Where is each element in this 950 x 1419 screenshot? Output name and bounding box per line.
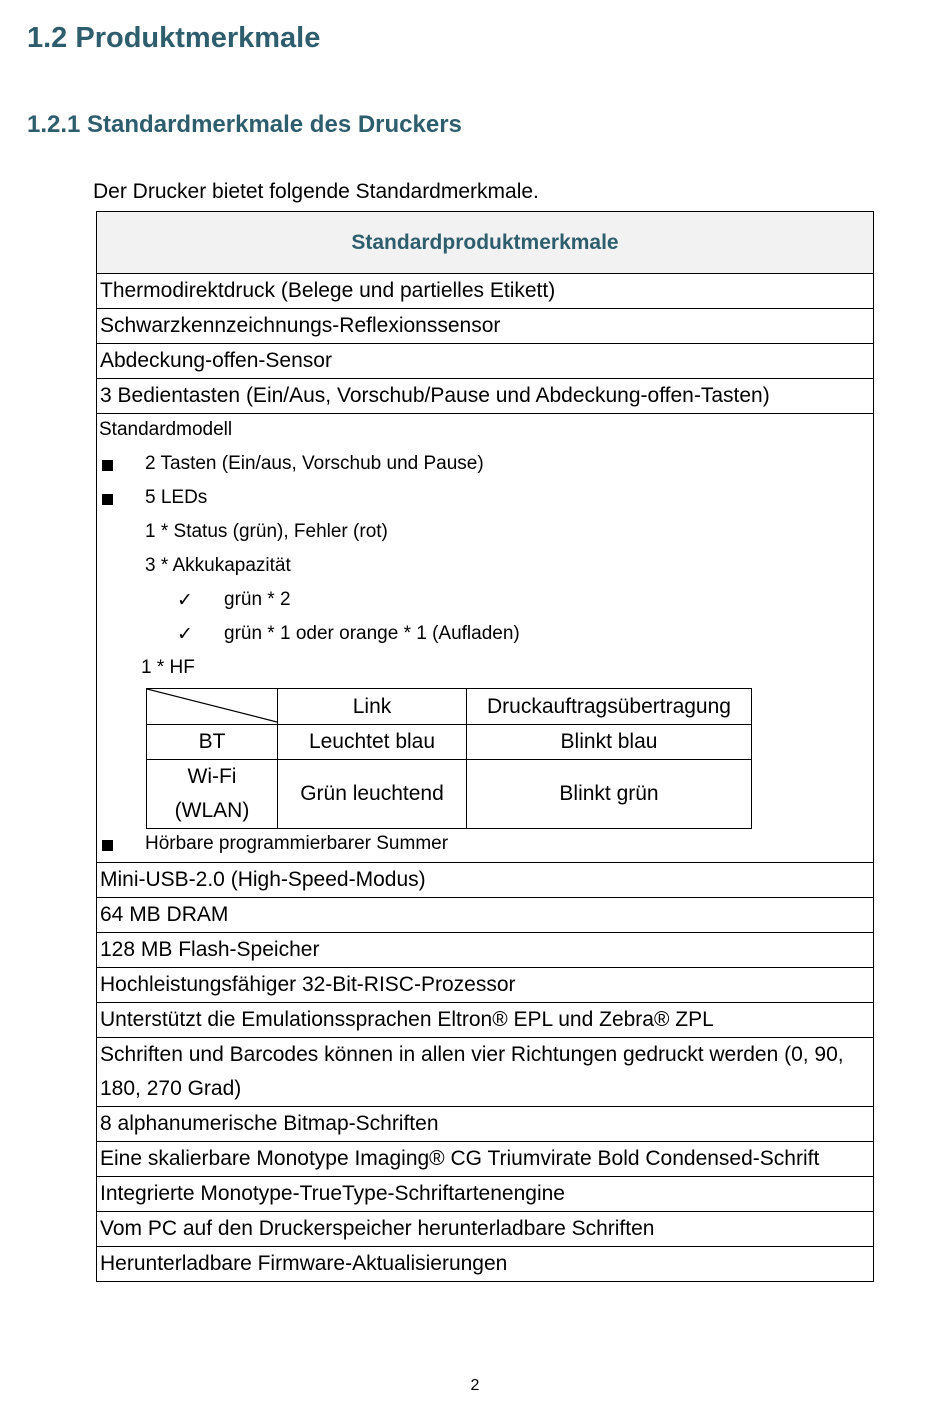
page-number: 2 — [470, 1377, 480, 1394]
row-header-wifi — [147, 760, 278, 829]
table-row: Eine skalierbare Monotype Imaging® CG Triumvirate Bold Condensed-Schrift — [97, 1142, 873, 1177]
led-battery: 3 * Akkukapazität — [145, 555, 291, 576]
table-row: Schriften und Barcodes können in allen vier Richtungen gedruckt werden (0, 90, 180, 270 Grad) — [97, 1038, 873, 1107]
table-row: Unterstützt die Emulationssprachen Eltron® EPL und Zebra® ZPL — [97, 1003, 873, 1038]
led-status: 1 * Status (grün), Fehler (rot) — [145, 521, 388, 542]
table-row: 64 MB DRAM — [97, 898, 873, 933]
hf-title: 1 * HF — [141, 657, 195, 678]
model-title: Standardmodell — [99, 419, 233, 440]
bullet-square-icon — [102, 494, 113, 505]
hf-status-table — [146, 688, 752, 829]
table-row: Thermodirektdruck (Belege und partielles Etikett) — [97, 274, 873, 309]
table-row: Herunterladbare Firmware-Aktualisierungen — [100, 1252, 508, 1275]
intro-text: Der Drucker bietet folgende Standardmerkmale. — [93, 180, 539, 203]
col-header-print: Druckauftragsübertragung — [467, 689, 752, 725]
table-header: Standardproduktmerkmale — [97, 212, 873, 274]
wlan-label: (WLAN) — [174, 799, 250, 822]
table-row: Mini-USB-2.0 (High-Speed-Modus) — [97, 863, 873, 898]
table-row: Schwarzkennzeichnungs-Reflexionssensor — [97, 309, 873, 344]
table-row: Hochleistungsfähiger 32-Bit-RISC-Prozessor — [97, 968, 873, 1003]
standard-model-block — [97, 414, 873, 863]
checkmark-icon: ✓ — [177, 590, 193, 611]
wifi-link-cell: Grün leuchtend — [278, 760, 467, 829]
table-row: Vom PC auf den Druckerspeicher herunterladbare Schriften — [97, 1212, 873, 1247]
check-text: grün * 1 oder orange * 1 (Aufladen) — [224, 623, 520, 644]
bt-print-cell: Blinkt blau — [467, 725, 752, 760]
table-row: 8 alphanumerische Bitmap-Schriften — [97, 1107, 873, 1142]
checkmark-icon: ✓ — [177, 624, 193, 645]
diagonal-header-cell — [147, 689, 278, 725]
row-header-bt: BT — [147, 725, 278, 760]
diagonal-line-icon — [147, 689, 277, 724]
page-heading: 1.2 Produktmerkmale — [27, 22, 321, 54]
bullet-square-icon — [102, 460, 113, 471]
bullet-square-icon — [102, 840, 113, 851]
table-row: 3 Bedientasten (Ein/Aus, Vorschub/Pause und Abdeckung-offen-Tasten) — [97, 379, 873, 414]
wifi-label: Wi-Fi — [187, 765, 237, 788]
features-table — [96, 211, 874, 1282]
bullet-text: Hörbare programmierbarer Summer — [145, 833, 449, 854]
col-header-link: Link — [278, 689, 467, 725]
table-row: 128 MB Flash-Speicher — [97, 933, 873, 968]
wifi-print-cell: Blinkt grün — [467, 760, 752, 829]
bullet-text: 5 LEDs — [145, 487, 208, 508]
table-row: Integrierte Monotype-TrueType-Schriftartenengine — [97, 1177, 873, 1212]
bullet-text: 2 Tasten (Ein/aus, Vorschub und Pause) — [145, 453, 484, 474]
check-text: grün * 2 — [224, 589, 291, 610]
section-heading: 1.2.1 Standardmerkmale des Druckers — [27, 111, 462, 138]
table-row: Abdeckung-offen-Sensor — [97, 344, 873, 379]
bt-link-cell: Leuchtet blau — [278, 725, 467, 760]
